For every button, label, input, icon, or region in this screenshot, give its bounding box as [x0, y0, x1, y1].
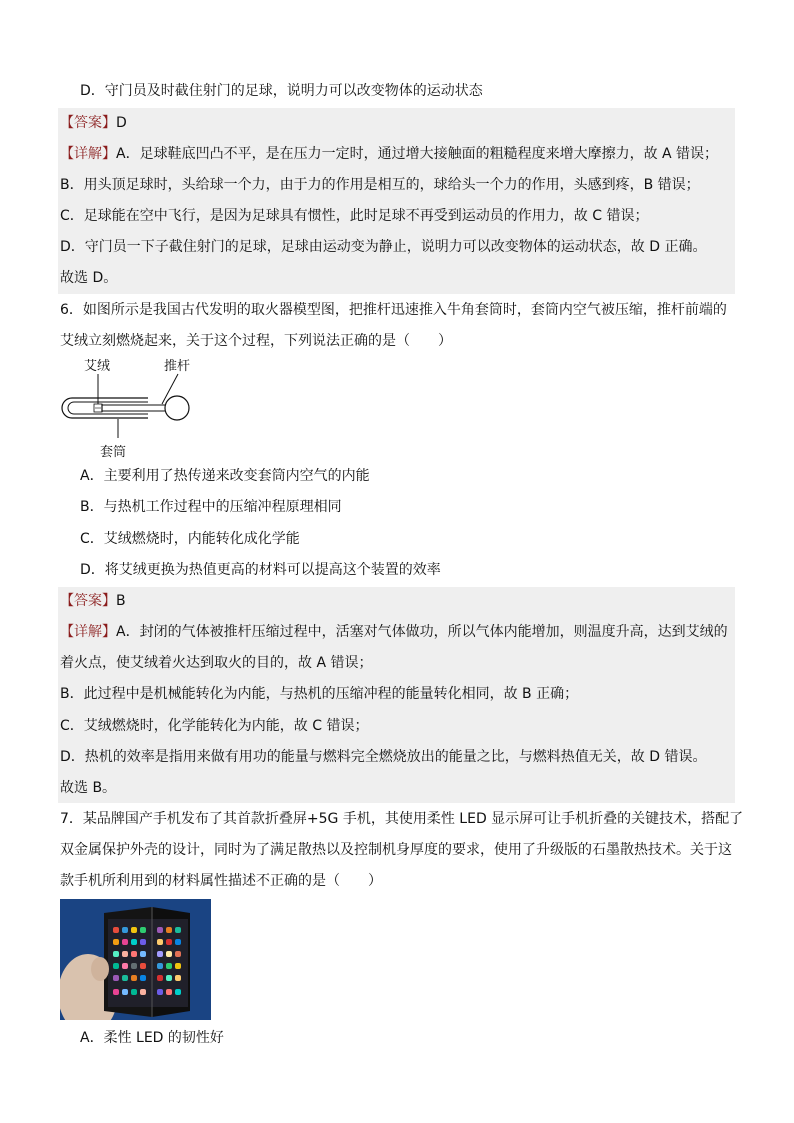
sleeve-inner — [68, 402, 148, 414]
q6-conclusion: 故选 B。 — [60, 780, 117, 796]
q6-stem-line1: 6．如图所示是我国古代发明的取火器模型图，把推杆迅速推入牛角套筒时，套筒内空气被压缩，推杆前端的 — [60, 302, 727, 318]
q6-option-c: C．艾绒燃烧时，内能转化成化学能 — [80, 531, 300, 547]
q6-detail-a-line1 — [60, 621, 728, 643]
foldable-phone-photo — [60, 899, 211, 1020]
detail-tag: 【详解】 — [60, 146, 116, 162]
rod-knob — [165, 396, 189, 420]
thumb — [91, 957, 109, 981]
detail-text: A．足球鞋底凹凸不平，是在压力一定时，通过增大接触面的粗糙程度来增大摩擦力，故 A 错误； — [116, 146, 719, 162]
q6-option-b: B．与热机工作过程中的压缩冲程原理相同 — [80, 499, 342, 515]
q7-stem-line3: 款手机所利用到的材料属性描述不正确的是（ ） — [60, 873, 382, 889]
detail-text: A．封闭的气体被推杆压缩过程中，活塞对气体做功，所以气体内能增加，则温度升高，达到艾绒的 — [116, 624, 728, 640]
q6-detail-d: D．热机的效率是指用来做有用功的能量与燃料完全燃烧放出的能量之比，与燃料热值无关，故 D 错误。 — [60, 749, 707, 765]
label-tinder: 艾绒 — [84, 359, 111, 374]
q6-detail-a-line2: 着火点，使艾绒着火达到取火的目的，故 A 错误； — [60, 655, 373, 671]
q6-detail-b: B．此过程中是机械能转化为内能，与热机的压缩冲程的能量转化相同，故 B 正确； — [60, 686, 579, 702]
q6-stem-line2: 艾绒立刻燃烧起来，关于这个过程，下列说法正确的是（ ） — [60, 333, 452, 349]
q5-answer-line — [60, 112, 127, 134]
q6-option-d: D．将艾绒更换为热值更高的材料可以提高这个装置的效率 — [80, 562, 441, 578]
q5-detail-b: B．用头顶足球时，头给球一个力，由于力的作用是相互的，球给头一个力的作用，头感到疼，B 错误； — [60, 177, 700, 193]
q5-answer-box — [58, 108, 735, 294]
q5-option-d: D．守门员及时截住射门的足球，说明力可以改变物体的运动状态 — [80, 83, 483, 99]
q5-conclusion: 故选 D。 — [60, 270, 118, 286]
q6-answer-line — [60, 590, 126, 612]
answer-tag: 【答案】 — [60, 593, 116, 609]
detail-tag: 【详解】 — [60, 624, 116, 640]
q5-detail-d: D．守门员一下子截住射门的足球，足球由运动变为静止，说明力可以改变物体的运动状态，故 D 正确。 — [60, 239, 707, 255]
answer-tag: 【答案】 — [60, 115, 116, 131]
q7-stem-line2: 双金属保护外壳的设计，同时为了满足散热以及控制机身厚度的要求，使用了升级版的石墨散热技术。关于这 — [60, 842, 732, 858]
q5-detail-a — [60, 143, 718, 165]
q7-stem-line1: 7．某品牌国产手机发布了其首款折叠屏+5G 手机，其使用柔性 LED 显示屏可让手机折叠的关键技术，搭配了 — [60, 811, 744, 827]
answer-value: B — [116, 593, 126, 609]
label-rod: 推杆 — [164, 359, 191, 374]
fire-piston-diagram — [58, 352, 208, 462]
label-sleeve: 套筒 — [100, 445, 127, 460]
answer-value: D — [116, 115, 127, 131]
q5-detail-c: C．足球能在空中飞行，是因为足球具有惯性，此时足球不再受到运动员的作用力，故 C 错误； — [60, 208, 649, 224]
q7-option-a: A．柔性 LED 的韧性好 — [80, 1030, 224, 1046]
q6-detail-c: C．艾绒燃烧时，化学能转化为内能，故 C 错误； — [60, 718, 369, 734]
q6-option-a: A．主要利用了热传递来改变套筒内空气的内能 — [80, 468, 370, 484]
sleeve-outer — [62, 398, 148, 418]
